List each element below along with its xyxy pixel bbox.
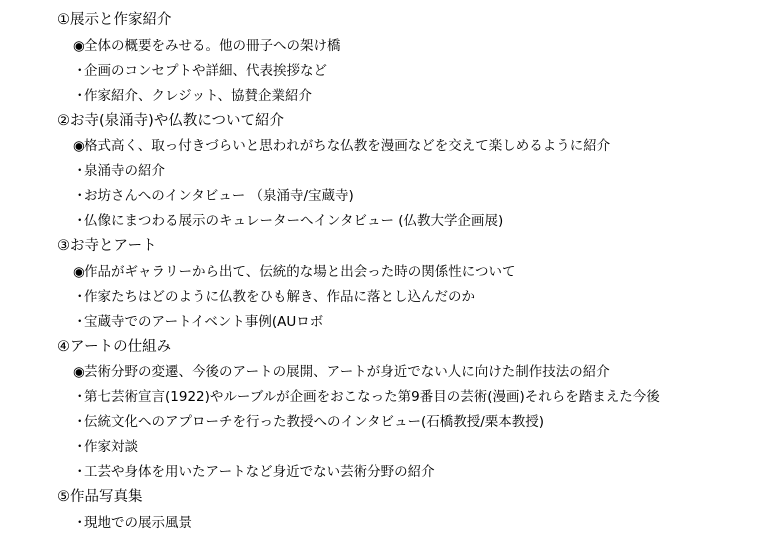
item-text: 芸術分野の変遷、今後のアートの展開、アートが身近でない人に向けた制作技法の紹介 [84,364,610,380]
item-text: 全体の概要をみせる。他の冊子への架け橋 [84,37,341,54]
section-title: アートの仕組み [70,338,172,355]
item-text: 伝統文化へのアプローチを行った教授へのインタビュー(石橋教授/栗本教授) [84,414,545,430]
item-bullet: ・ [73,464,87,480]
item-bullet: ・ [73,514,87,531]
item-bullet: ・ [73,414,87,430]
list-item [0,435,783,460]
item-text: 宝蔵寺でのアートイベント事例(AUロボ [84,313,324,330]
item-text: 格式高く、取っ付きづらいと思われがちな仏教を漫画などを交えて楽しめるように紹介 [84,138,611,154]
item-text: 泉涌寺の紹介 [84,163,165,179]
outline-section [0,234,783,335]
section-marker: ② [57,112,70,129]
section-items [0,360,783,485]
section-heading [0,8,783,34]
item-bullet: ◉ [73,263,85,280]
outline-section [0,485,783,536]
list-item [0,385,783,410]
item-text: 工芸や身体を用いたアートなど身近でない芸術分野の紹介 [84,464,435,480]
section-heading [0,335,783,361]
list-item [0,410,783,435]
item-text: 作家対談 [84,439,138,455]
item-text: 第七芸術宣言(1922)やルーブルが企画をおこなった第9番目の芸術(漫画)それらを踏まえた今後 [84,389,660,405]
item-bullet: ・ [73,188,87,204]
item-bullet: ・ [73,313,87,330]
outline-section [0,8,783,109]
section-marker: ③ [57,238,70,254]
list-item [0,511,783,536]
section-title: お寺とアート [70,238,157,254]
item-text: 企画のコンセプトや詳細、代表挨拶など [84,62,327,79]
section-marker: ⑤ [57,489,70,505]
item-bullet: ・ [73,163,87,179]
list-item [0,34,783,59]
list-item [0,285,783,310]
item-bullet: ・ [73,439,87,455]
item-bullet: ・ [73,62,87,79]
outline-section [0,109,783,235]
item-text: 作家紹介、クレジット、協賛企業紹介 [84,87,312,104]
section-marker: ① [57,12,70,28]
item-bullet: ・ [73,87,87,104]
section-title: 作品写真集 [70,489,143,505]
list-item [0,209,783,234]
section-items [0,260,783,335]
section-items [0,511,783,536]
section-heading [0,234,783,260]
item-bullet: ・ [73,213,87,229]
list-item [0,84,783,109]
item-bullet: ◉ [73,364,85,380]
list-item [0,59,783,84]
list-item [0,460,783,485]
section-title: お寺(泉涌寺)や仏教について紹介 [70,112,285,129]
section-title: 展示と作家紹介 [70,12,172,28]
outline-section [0,335,783,486]
item-bullet: ・ [73,389,87,405]
section-items [0,134,783,234]
section-heading [0,485,783,511]
item-bullet: ・ [73,288,87,305]
list-item [0,360,783,385]
outline-list [0,8,783,536]
item-text: 現地での展示風景 [84,514,192,531]
section-marker: ④ [57,338,70,355]
list-item [0,260,783,285]
item-bullet: ◉ [73,138,85,154]
section-heading [0,109,783,135]
item-bullet: ◉ [73,37,85,54]
item-text: 作品がギャラリーから出て、伝統的な場と出会った時の関係性について [84,263,516,280]
list-item [0,310,783,335]
item-text: お坊さんへのインタビュー （泉涌寺/宝蔵寺) [84,188,354,204]
list-item [0,184,783,209]
list-item [0,134,783,159]
section-items [0,34,783,109]
item-text: 仏像にまつわる展示のキュレーターへインタビュー (仏教大学企画展) [84,213,504,229]
list-item [0,159,783,184]
item-text: 作家たちはどのように仏教をひも解き、作品に落とし込んだのか [84,288,475,305]
